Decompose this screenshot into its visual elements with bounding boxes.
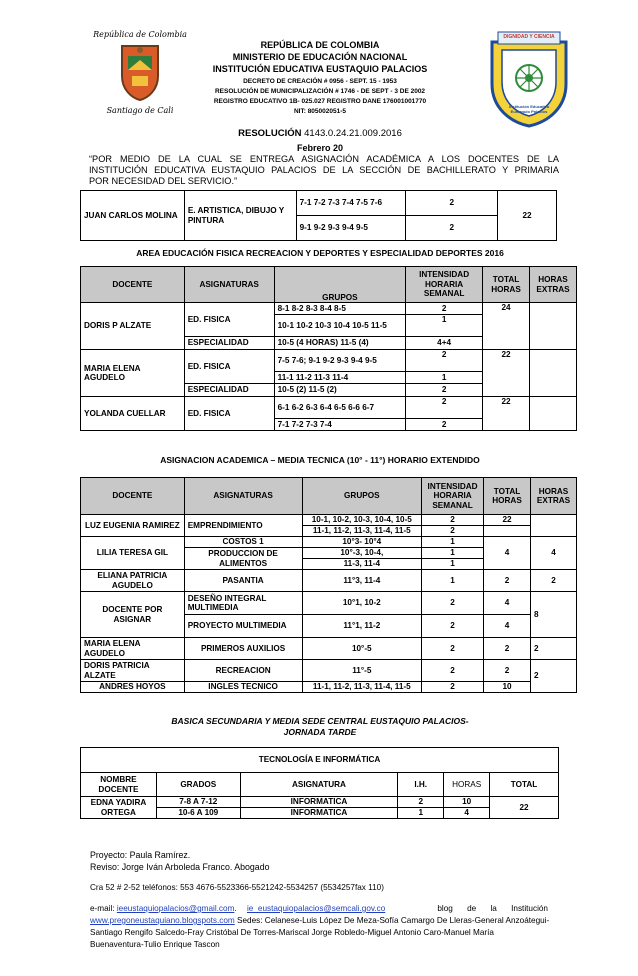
t2-doris-g2: 10-1 10-2 10-3 10-4 10-5 11-5 [274,315,406,337]
t3-eliana-extra: 2 [531,570,577,592]
t1-groups-1: 7-1 7-2 7-3 7-4 7-5 7-6 [296,191,406,216]
section4-title-2: JORNADA TARDE [283,727,357,737]
footer-email-label: e-mail: [90,904,115,913]
t2-doris-extra [530,303,577,350]
t3-lilia-total: 4 [484,537,531,570]
t2-yolanda-total: 22 [483,397,530,431]
t3-luz-g1: 10-1, 10-2, 10-3, 10-4, 10-5 [302,515,422,526]
t2-maria-sub2: ESPECIALIDAD [184,384,274,397]
t1-ih-1: 2 [406,191,498,216]
intro-line-2: INSTITUCIÓN EDUCATIVA EUSTAQUIO PALACIOS DE LA SECCIÓN DE BACHILLERATO Y PRIMARIA [89,165,559,175]
t3-luz-ih1: 2 [422,515,484,526]
t2-doris-ih2: 1 [406,315,483,337]
t4-ih-1: 2 [398,797,444,808]
t3-docente-sub2: PROYECTO MULTIMEDIA [184,615,302,638]
t3-lilia-ih3: 1 [422,559,484,570]
t3-header-intensidad: INTENSIDAD HORARIA SEMANAL [422,478,484,515]
t3-andres-ih: 2 [422,682,484,693]
t2-maria-ih3: 2 [406,384,483,397]
t3-lilia-sub1: COSTOS 1 [184,537,302,548]
t3-luz-ih2: 2 [422,526,484,537]
t3-maria-total: 2 [484,638,531,660]
t2-maria-sub1: ED. FISICA [184,350,274,384]
t2-yolanda-g2: 7-1 7-2 7-3 7-4 [274,419,406,431]
header-small-4: NIT: 805002051-5 [293,108,347,115]
t3-docente-extra: 8 [531,592,577,638]
t3-eliana-total: 2 [484,570,531,592]
resolution-number: 4143.0.24.21.009.2016 [304,128,402,139]
footer-blog: blog de la Institución [437,904,548,913]
t3-docente-ih2: 2 [422,615,484,638]
t4-teacher: EDNA YADIRA ORTEGA [81,797,157,819]
t2-doris-total: 24 [483,303,530,350]
t3-docente-g1: 10°1, 10-2 [302,592,422,615]
t3-doris-sub: RECREACION [184,660,302,682]
section3-title: ASIGNACION ACADEMICA – MEDIA TECNICA (10° - 11°) HORARIO EXTENDIDO [160,455,480,465]
t3-luz-name: LUZ EUGENIA RAMIREZ [81,515,185,537]
t4-horas-1: 10 [444,797,490,808]
t2-yolanda-ih2: 2 [406,419,483,431]
t4-header-nombre: NOMBRE DOCENTE [81,773,157,797]
table-tecnologia [80,747,559,819]
footer-blog-url[interactable]: www.pregoneustaquiano.blogspots.com [90,916,235,925]
t3-eliana-sub: PASANTIA [184,570,302,592]
t4-title: TECNOLOGÍA E INFORMÁTICA [81,748,559,773]
t3-lilia-name: LILIA TERESA GIL [81,537,185,570]
t3-lilia-ih1: 1 [422,537,484,548]
t3-header-docente: DOCENTE [81,478,185,515]
footer-proyecto: Proyecto: Paula Ramírez. [90,850,191,860]
t1-subject: E. ARTISTICA, DIBUJO Y PINTURA [184,191,296,241]
t3-andres-g: 11-1, 11-2, 11-3, 11-4, 11-5 [302,682,422,693]
t1-teacher: JUAN CARLOS MOLINA [81,191,185,241]
t4-header-ih: I.H. [398,773,444,797]
t3-luz-extra [531,515,577,537]
footer-sedes-3: Buenaventura-Tulio Enrique Tascon [90,940,220,949]
t3-doris-g: 11°-5 [302,660,422,682]
table-educacion-fisica [80,266,577,431]
t2-maria-extra [530,350,577,397]
t2-maria-g3: 10-5 (2) 11-5 (2) [274,384,406,397]
footer-sedes-line-1 [90,916,549,925]
resolution-label: RESOLUCIÓN [238,128,302,139]
footer-address: Cra 52 # 2-52 teléfonos: 553 4676-5523366-5521242-5534257 (5534257fax 110) [90,883,384,892]
t3-doris-ih: 2 [422,660,484,682]
t2-header-extras: HORAS EXTRAS [530,267,577,303]
t4-grados-2: 10-6 A 109 [156,808,240,819]
t3-lilia-g1: 10°3- 10°4 [302,537,422,548]
resolution-date: Febrero 20 [296,143,344,153]
t2-doris-name: DORIS P ALZATE [81,303,185,350]
t3-docente-t2: 4 [484,615,531,638]
t2-doris-sub1: ED. FISICA [184,303,274,337]
logo-top-text: República de Colombia [93,30,187,39]
seal-ribbon-text: DIGNIDAD Y CIENCIA [503,34,555,40]
t2-yolanda-sub1: ED. FISICA [184,397,274,431]
header-line-3: INSTITUCIÓN EDUCATIVA EUSTAQUIO PALACIOS [212,64,428,74]
t3-doris-total: 2 [484,660,531,682]
header-small-3: REGISTRO EDUCATIVO 1B- 025.027 REGISTRO DANE 176001001770 [213,98,427,105]
t3-header-grupos: GRUPOS [302,478,422,515]
t2-doris-g3: 10-5 (4 HORAS) 11-5 (4) [274,337,406,350]
footer-sedes-2: Santiago Rengifo Salcedo-Fray Cristóbal De Torres-Mariscal Jorge Robledo-Miguel Antonio Caro-Manuel María [90,928,494,937]
t2-maria-g1: 7-5 7-6; 9-1 9-2 9-3 9-4 9-5 [274,350,406,372]
t3-header-asignaturas: ASIGNATURAS [184,478,302,515]
seal-ring-text: Institución Educativa Eustaquio Palacios [508,104,550,114]
t3-lilia-ih2: 1 [422,548,484,559]
table-artistica [80,190,557,241]
t3-eliana-name: ELIANA PATRICIA AGUDELO [81,570,185,592]
header-line-1: REPÚBLICA DE COLOMBIA [260,40,380,50]
t3-andres-total: 10 [484,682,531,693]
t4-header-total: TOTAL [490,773,559,797]
t3-docente-g2: 11°1, 11-2 [302,615,422,638]
t2-header-intensidad: INTENSIDAD HORARIA SEMANAL [406,267,483,303]
section4-title-1: BASICA SECUNDARIA Y MEDIA SEDE CENTRAL EUSTAQUIO PALACIOS- [171,716,469,726]
t3-doris-name: DORIS PATRICIA ALZATE [81,660,185,682]
t3-docente-ih1: 2 [422,592,484,615]
t2-yolanda-g1: 6-1 6-2 6-3 6-4 6-5 6-6 6-7 [274,397,406,419]
t2-maria-total: 22 [483,350,530,397]
t3-eliana-g: 11°3, 11-4 [302,570,422,592]
t3-eliana-ih: 1 [422,570,484,592]
t4-asig-1: INFORMATICA [240,797,398,808]
t3-maria-extra: 2 [531,638,577,660]
t4-grados-1: 7-8 A 7-12 [156,797,240,808]
logo-bottom-text: Santiago de Cali [106,106,174,115]
t2-header-grupos: GRUPOS [274,267,406,303]
t2-doris-ih1: 2 [406,303,483,315]
t1-groups-2: 9-1 9-2 9-3 9-4 9-5 [296,216,406,241]
t4-total: 22 [490,797,559,819]
t3-luz-total-empty [484,526,531,537]
t4-header-grados: GRADOS [156,773,240,797]
header-small-2: RESOLUCIÓN DE MUNICIPALIZACIÓN # 1746 - DE SEPT - 3 DE 2002 [214,88,426,95]
table-media-tecnica [80,477,577,693]
t4-ih-2: 1 [398,808,444,819]
t3-maria-g: 10°-5 [302,638,422,660]
footer-reviso: Reviso: Jorge Iván Arboleda Franco. Abogado [90,862,270,872]
intro-line-1: “POR MEDIO DE LA CUAL SE ENTREGA ASIGNACIÓN ACADÉMICA A LOS DOCENTES DE LA [89,154,559,164]
resolution-line [200,128,440,139]
t3-lilia-sub2: PRODUCCION DE ALIMENTOS [184,548,302,570]
t1-total: 22 [498,191,557,241]
institution-seal [486,28,572,128]
t3-docente-sub1: DESEÑO INTEGRAL MULTIMEDIA [184,592,302,615]
t2-yolanda-name: YOLANDA CUELLAR [81,397,185,431]
t3-doris-extra: 2 [531,660,577,693]
t2-header-asignaturas: ASIGNATURAS [184,267,274,303]
section2-title: AREA EDUCACIÓN FISICA RECREACION Y DEPORTES Y ESPECIALIDAD DEPORTES 2016 [136,248,504,258]
header-line-2: MINISTERIO DE EDUCACIÓN NACIONAL [232,52,408,62]
t4-header-horas: HORAS [444,773,490,797]
t3-header-total: TOTAL HORAS [484,478,531,515]
intro-line-3: POR NECESIDAD DEL SERVICIO.” [89,176,238,186]
footer-email-2[interactable]: ie_eustaquiopalacios@semcali.gov.co [246,904,386,913]
t3-lilia-extra: 4 [531,537,577,570]
t2-header-total: TOTAL HORAS [483,267,530,303]
t2-maria-ih2: 1 [406,372,483,384]
t2-maria-ih1: 2 [406,350,483,372]
t3-luz-g2: 11-1, 11-2, 11-3, 11-4, 11-5 [302,526,422,537]
t2-doris-g1: 8-1 8-2 8-3 8-4 8-5 [274,303,406,315]
t3-maria-sub: PRIMEROS AUXILIOS [184,638,302,660]
t3-maria-ih: 2 [422,638,484,660]
t2-yolanda-ih1: 2 [406,397,483,419]
t3-andres-sub: INGLES TECNICO [184,682,302,693]
t2-doris-ih3: 4+4 [406,337,483,350]
t2-maria-g2: 11-1 11-2 11-3 11-4 [274,372,406,384]
t3-docente-t1: 4 [484,592,531,615]
header-small-1: DECRETO DE CREACIÓN # 0956 - SEPT. 15 - 1953 [243,78,397,85]
t2-header-docente: DOCENTE [81,267,185,303]
t3-luz-total: 22 [484,515,531,526]
t3-lilia-g3: 11-3, 11-4 [302,559,422,570]
t3-andres-name: ANDRES HOYOS [81,682,185,693]
t2-yolanda-extra [530,397,577,431]
t3-header-extras: HORAS EXTRAS [531,478,577,515]
t2-doris-sub2: ESPECIALIDAD [184,337,274,350]
t1-ih-2: 2 [406,216,498,241]
t3-lilia-g2: 10°-3, 10-4, [302,548,422,559]
footer-email-1[interactable]: ieeustaquiopalacios@gmail.com [116,904,235,913]
footer-sedes-1: Sedes: Celanese-Luis López De Meza-Sofía Camargo De Lleras-General Anzoátegui- [234,916,550,925]
shield-icon [118,42,162,102]
t4-header-asignatura: ASIGNATURA [240,773,398,797]
t2-maria-name: MARIA ELENA AGUDELO [81,350,185,397]
t4-asig-2: INFORMATICA [240,808,398,819]
t3-docente-name: DOCENTE POR ASIGNAR [81,592,185,638]
t3-luz-sub: EMPRENDIMIENTO [184,515,302,537]
footer-email-line: e-mail: ieeustaquiopalacios@gmail.com. ie_eustaquiopalacios@semcali.gov.co blog de la Institución [90,904,548,913]
t4-horas-2: 4 [444,808,490,819]
t3-maria-name: MARIA ELENA AGUDELO [81,638,185,660]
